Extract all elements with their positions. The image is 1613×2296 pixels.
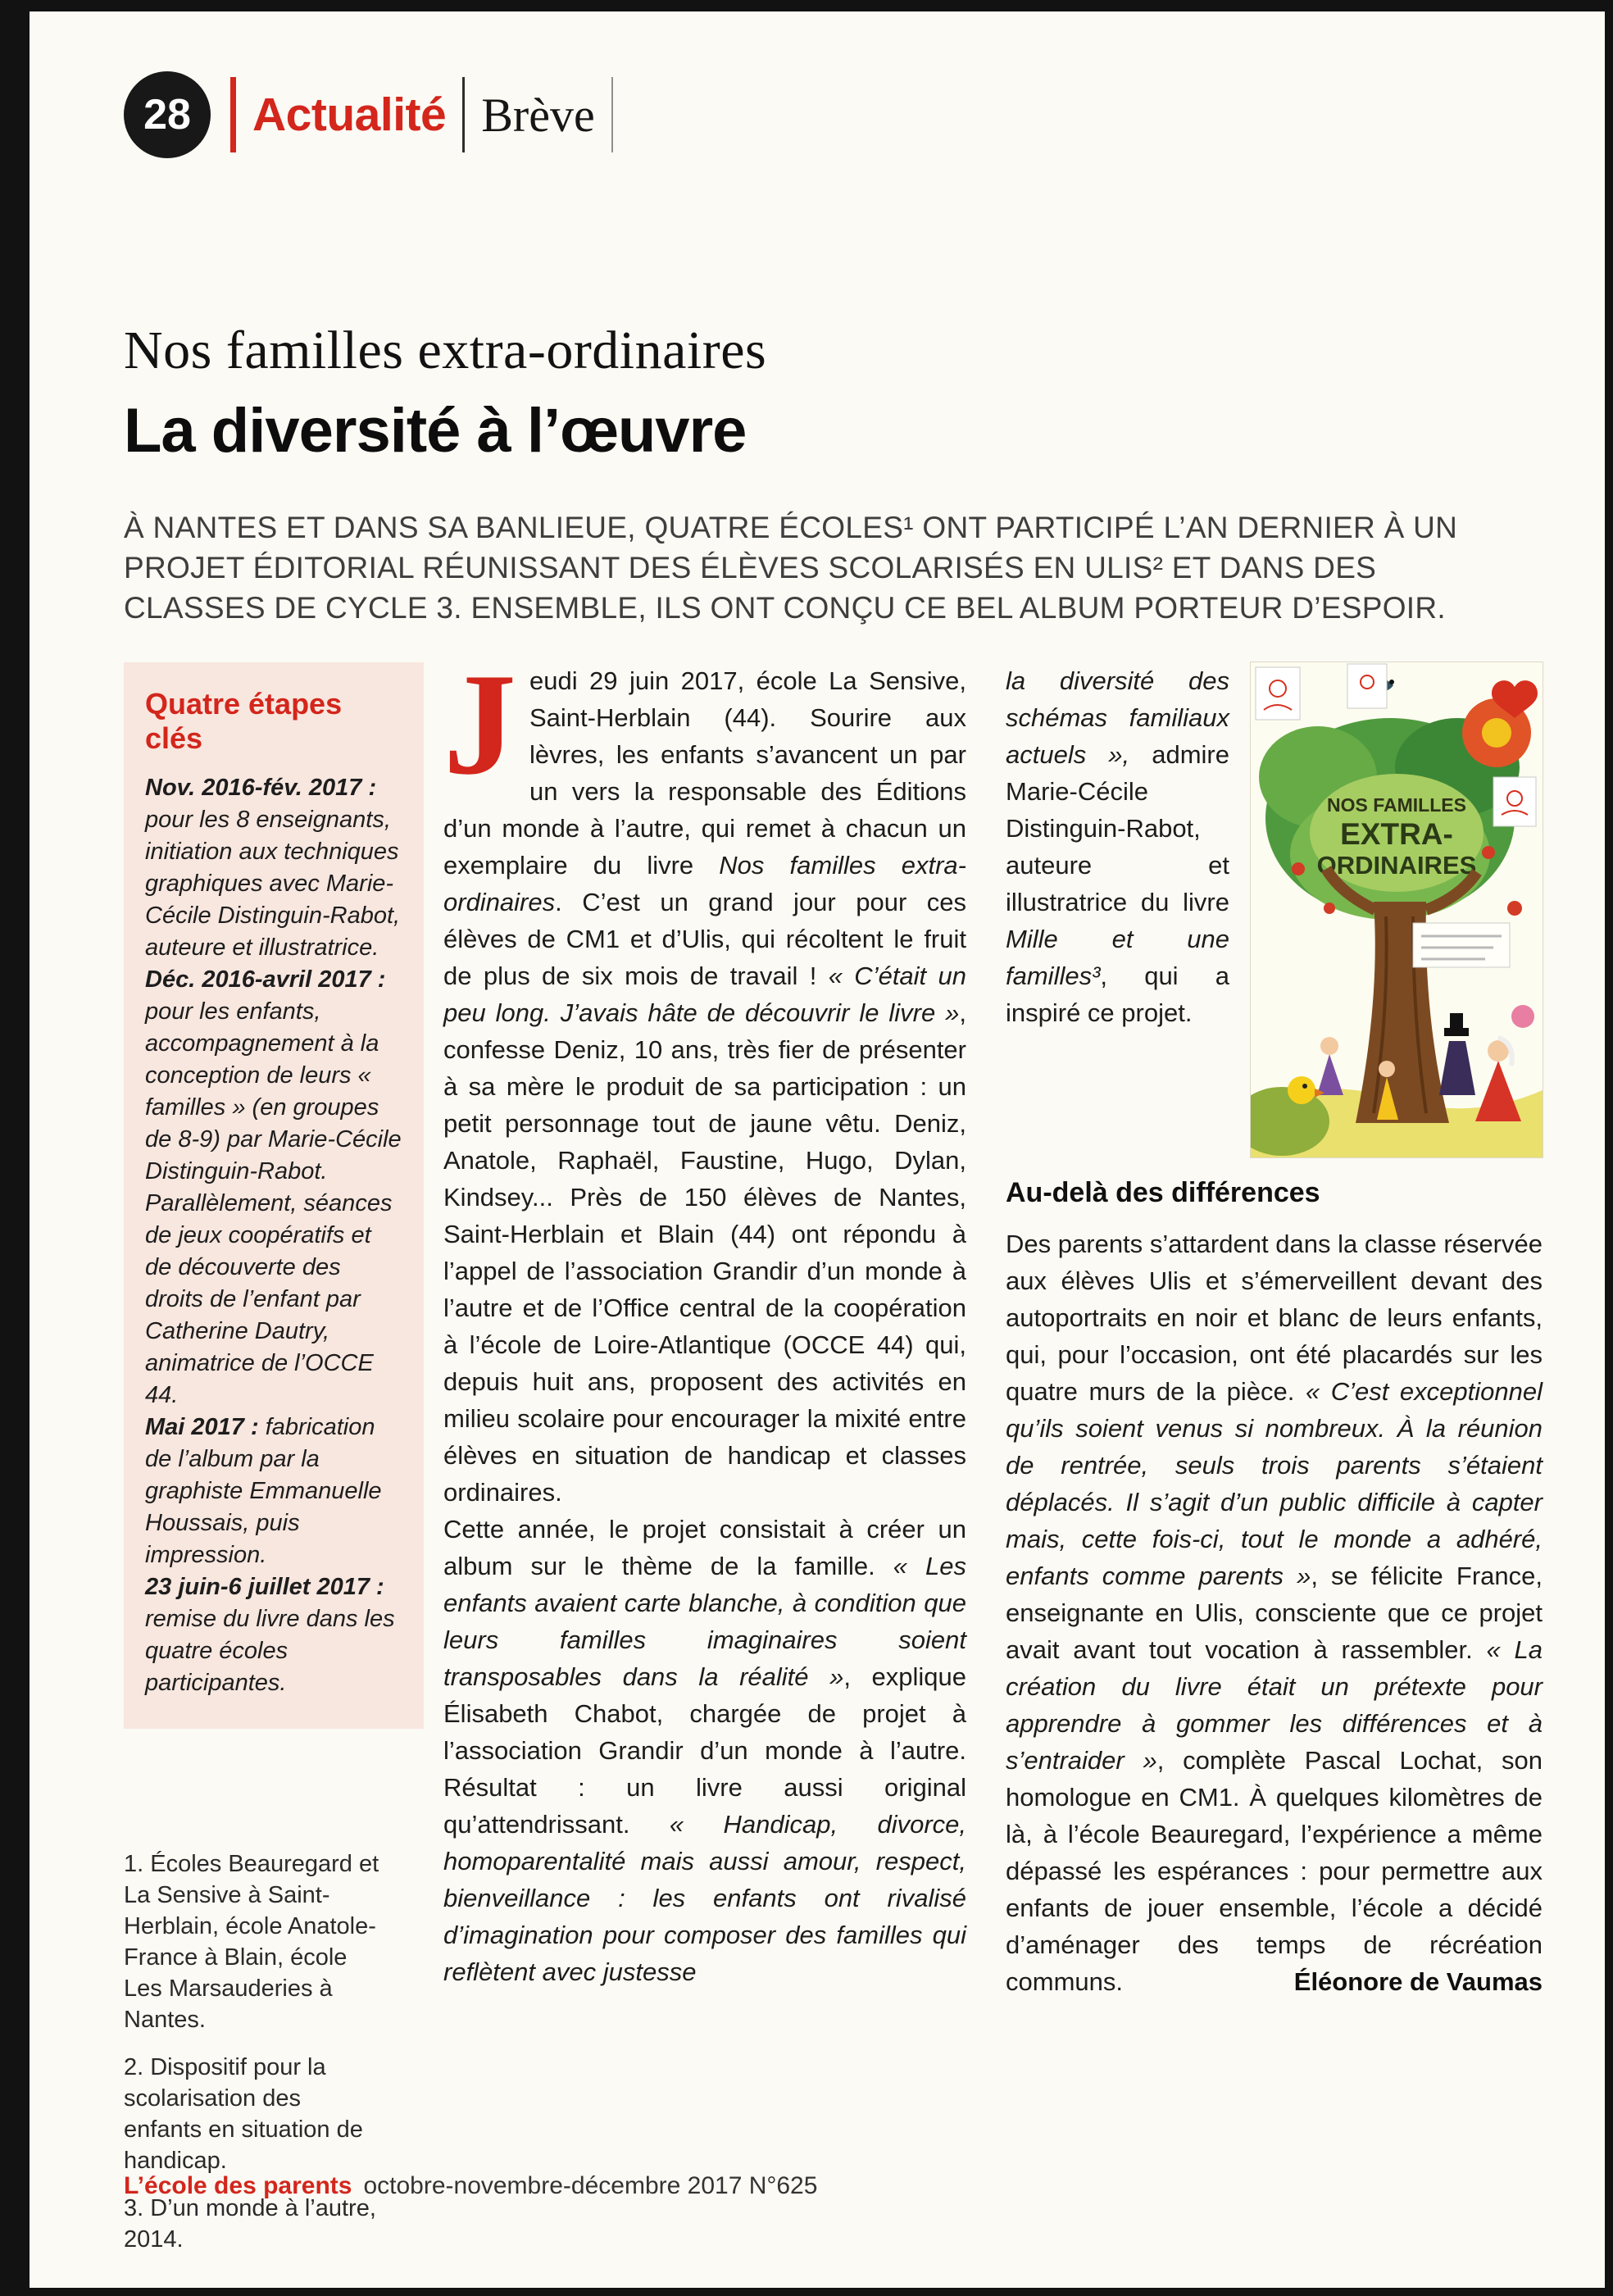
text-segment: , qui a inspiré ce projet. bbox=[1006, 962, 1229, 1027]
text-segment: Des parents s’attardent dans la classe réservée aux élèves Ulis et s’émerveillent devant des autoportraits en noir et blanc de leurs enfants, qui, pour l’occasion, ont été placardés sur les quatre murs de la pièce. bbox=[1006, 1230, 1543, 1406]
footnote-3: 3. D’un monde à l’autre, 2014. bbox=[124, 2195, 376, 2253]
cover-title-line3: ORDINAIRES bbox=[1316, 851, 1477, 880]
sidebar-item-date: Nov. 2016-fév. 2017 : bbox=[145, 775, 377, 801]
text-segment-italic: Nos familles extra-ordinaires bbox=[443, 851, 966, 916]
cover-title-line1: NOS FAMILLES bbox=[1327, 794, 1466, 816]
page-number: 28 bbox=[143, 91, 191, 139]
text-segment-italic: « Les enfants avaient carte blanche, à condition que leurs familles imaginaires soient transposables dans la réalité » bbox=[443, 1552, 966, 1691]
magazine-name: L’école des parents bbox=[124, 2172, 352, 2199]
cover-flower-center bbox=[1482, 718, 1511, 748]
sidebar-item-text: fabrication de l’album par la graphiste Emmanuelle Houssais, puis impression. bbox=[145, 1414, 382, 1568]
sidebar-item-date: Déc. 2016-avril 2017 : bbox=[145, 966, 386, 993]
sidebar-item-text: remise du livre dans les quatre écoles participantes. bbox=[145, 1606, 395, 1696]
article-columns bbox=[124, 643, 1543, 2271]
text-segment: eudi 29 juin 2017, école La Sensive, Saint-Herblain (44). Sourire aux lèvres, les enfants s’avancent un par un vers la responsable des Éditions d’un monde à l’autre, qui remet à chacun un exemplaire du livre bbox=[443, 666, 966, 880]
section-label: Actualité bbox=[252, 89, 447, 141]
cover-credit-label bbox=[1413, 923, 1510, 967]
sidebar-item bbox=[145, 1412, 402, 1571]
sidebar-item bbox=[145, 772, 402, 964]
book-cover bbox=[1251, 662, 1543, 1157]
text-segment-italic: « C’est exceptionnel qu’ils soient venus si nombreux. À la réunion de rentrée, seuls trois parents s’étaient déplacés. Il s’agit d’un public difficile à capter mais, cette fois-ci, tout le monde a adhéré, enfants comme parents » bbox=[1006, 1377, 1543, 1590]
subsection-label: Brève bbox=[481, 88, 595, 142]
text-segment: Cette année, le projet consistait à créer un album sur le thème de la famille. bbox=[443, 1515, 966, 1580]
sidebar-item-text: pour les 8 enseignants, initiation aux techniques graphiques avec Marie-Cécile Distinguin-Rabot, auteure et illustratrice. bbox=[145, 807, 401, 961]
footnote-1: 1. Écoles Beauregard et La Sensive à Saint-Herblain, école Anatole-France à Blain, école Les Marsauderies à Nantes. bbox=[124, 1851, 379, 2033]
paragraph-3 bbox=[1006, 1225, 1543, 2000]
header-divider-2 bbox=[611, 77, 613, 152]
page-number-badge bbox=[124, 71, 211, 158]
paragraph-1 bbox=[443, 643, 966, 1511]
text-segment: , se félicite France, enseignante en Ulis, consciente que ce projet avait avant tout vocation à rassembler. bbox=[1006, 1562, 1543, 1664]
article-kicker: Nos familles extra-ordinaires bbox=[124, 321, 767, 380]
issue-info: octobre-novembre-décembre 2017 N°625 bbox=[363, 2172, 818, 2199]
cover-title-line2: EXTRA- bbox=[1340, 817, 1453, 851]
page-footer bbox=[124, 2172, 817, 2200]
text-segment-italic: « Handicap, divorce, homoparentalité mais aussi amour, respect, bienveillance : les enfants ont rivalisé d’imagination pour composer des familles qui reflètent avec justesse bbox=[443, 1810, 966, 1986]
paragraph-2 bbox=[443, 1511, 966, 1990]
sidebar-box bbox=[124, 662, 424, 1729]
text-segment-italic: Mille et une familles³ bbox=[1006, 925, 1229, 990]
text-segment-italic: la diversité des schémas familiaux actuels », bbox=[1006, 666, 1229, 769]
article-column-2 bbox=[1006, 662, 1543, 2000]
article-title: La diversité à l’œuvre bbox=[124, 396, 747, 466]
text-segment: . C’est un grand jour pour ces élèves de CM1 et d’Ulis, qui récoltent le fruit de plus de six mois de travail ! bbox=[443, 888, 966, 990]
sidebar-item-text: pour les enfants, accompagnement à la conception de leurs « familles » (en groupes de 8-9) par Marie-Cécile Distinguin-Rabot. Parallèlement, séances de jeux coopératifs et de découverte des droits de l’enfant par Catherine Dautry, animatrice de l’OCCE 44. bbox=[145, 998, 402, 1408]
text-segment-italic: « La création du livre était un prétexte pour apprendre à gommer les différences et à s’entraider » bbox=[1006, 1635, 1543, 1775]
text-segment: , complète Pascal Lochat, son homologue en CM1. À quelques kilomètres de là, à l’école Beauregard, l’expérience a même dépassé les espérances : pour permettre aux enfants de jouer ensemble, l’école a décidé d’aménager des temps de récréation communs. bbox=[1006, 1746, 1543, 1996]
drop-cap: J bbox=[443, 643, 516, 805]
text-segment: , explique Élisabeth Chabot, chargée de projet à l’association Grandir d’un monde à l’autre. Résultat : un livre aussi original qu’attendrissant. bbox=[443, 1662, 966, 1839]
standfirst: À NANTES ET DANS SA BANLIEUE, QUATRE ÉCOLES¹ ONT PARTICIPÉ L’AN DERNIER À UN PROJET ÉDITORIAL RÉUNISSANT DES ÉLÈVES SCOLARISÉS EN ULIS² ET DANS DES CLASSES DE CYCLE 3. ENSEMBLE, ILS ONT CONÇU CE BEL ALBUM PORTEUR D’ESPOIR. bbox=[124, 511, 1458, 625]
sidebar-item-date: Mai 2017 : bbox=[145, 1414, 259, 1440]
book-cover-illustration bbox=[1251, 662, 1543, 1157]
page-header bbox=[124, 70, 1541, 159]
sidebar-title: Quatre étapes clés bbox=[145, 687, 343, 755]
header-divider bbox=[462, 77, 465, 152]
sidebar-item bbox=[145, 1571, 402, 1699]
byline: Éléonore de Vaumas bbox=[1293, 1967, 1543, 1996]
text-segment: admire Marie-Cécile Distinguin-Rabot, auteure et illustratrice du livre bbox=[1006, 740, 1229, 916]
footnote-2: 2. Dispositif pour la scolarisation des enfants en situation de handicap. bbox=[124, 2054, 363, 2174]
text-segment-italic: « C’était un peu long. J’avais hâte de découvrir le livre » bbox=[443, 962, 966, 1027]
cover-blossom bbox=[1511, 1005, 1534, 1028]
sidebar-item-date: 23 juin-6 juillet 2017 : bbox=[145, 1574, 384, 1600]
subhead: Au-delà des différences bbox=[1006, 1177, 1320, 1208]
sidebar-item bbox=[145, 964, 402, 1412]
text-segment: , confesse Deniz, 10 ans, très fier de présenter à sa mère le produit de sa participation : un petit personnage tout de jaune vêtu. Deniz, Anatole, Raphaël, Faustine, Hugo, Dylan, Kindsey... Près de 150 élèves de Nantes, Saint-Herblain et Blain (44) ont répondu à l’appel de l’association Grandir d’un monde à l’autre et de l’Office central de la coopération à l’école de Loire-Atlantique (OCCE 44) qui, depuis huit ans, proposent des activités en milieu scolaire pour encourager la mixité entre élèves en situation de handicap et classes ordinaires. bbox=[443, 998, 966, 1507]
header-red-bar bbox=[230, 77, 236, 152]
article-column-1 bbox=[443, 643, 966, 1990]
left-column bbox=[124, 662, 424, 2271]
magazine-page bbox=[30, 11, 1605, 2288]
